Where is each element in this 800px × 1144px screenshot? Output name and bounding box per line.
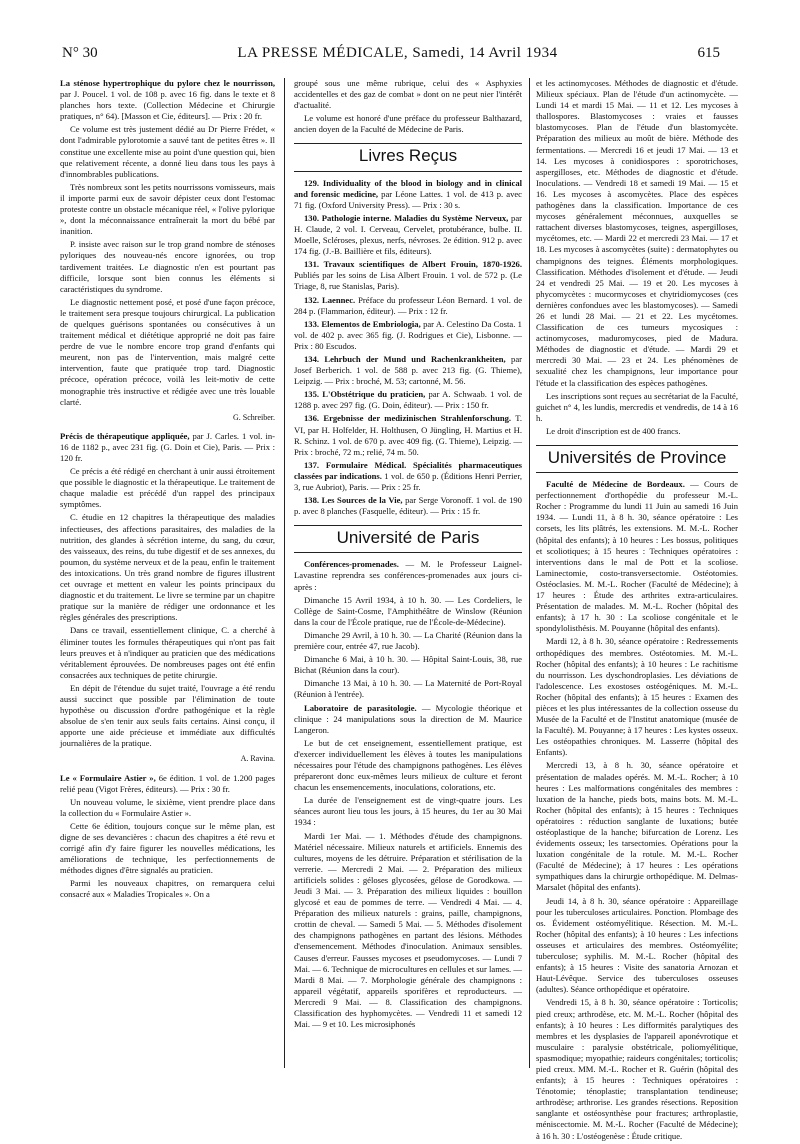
review-therapeutique: Précis de thérapeutique appliquée, par J. Carles. 1 vol. in-16 de 1182 p., avec 231 fig. (G. Doin et Cie), Paris. — Prix : 120 fr. [60, 430, 275, 463]
column-divider-1 [284, 78, 285, 1068]
list-item: 136. Ergebnisse der medizinischen Strahlenforschung. T. VI, par H. Holfelder, H. Holthusen, O Jüngling, H. Martius et H. R. Schinz. 1 vol. de 670 p. avec 409 fig. (G. Thieme), Leipzig. — Prix : broché, 72 m.; relié, 74 m. 50. [294, 413, 522, 457]
section-heading-province: Universités de Province [536, 445, 738, 473]
list-item: 131. Travaux scientifiques de Albert Frouin, 1870-1926. Publiés par les soins de Lisa Albert Frouin. 1 vol. de 572 p. (Le Triage, 8, rue Stanislas, Paris). [294, 259, 522, 292]
signature: A. Ravina. [240, 754, 275, 764]
column-2: groupé sous une même rubrique, celui des « Asphyxies accidentelles et des gaz de combat » dont on ne peut nier l'intérêt d'actualité. Le volume est honoré d'une préface du professeur Balthazard, ancien doyen de la Faculté de Médecine de Paris. Livres Reçus 129. Individuality of the blood in biology and in clinical and forensic medicine, par Léone Lattes. 1 vol. de 413 p. avec 71 fig. (Oxford University Press). — Prix : 30 s. 130. Pathologie interne. Maladies du Système Nerveux, par H. Claude, 2 vol. I. Cerveau, Cervelet, protubérance, bulbe. II. Moelle, Scléroses, plexus, nerfs, névroses. 2e édition. 912 p. avec 174 fig. (J.-B. Baillière et fils, éditeurs). 131. Travaux scientifiques de Albert Frouin, 1870-1926. Publiés par les soins de Lisa Albert Frouin. 1 vol. de 572 p. (Le Triage, 8, rue Stanislas, Paris). 132. Laennec. Préface du professeur Léon Bernard. 1 vol. de 284 p. (Flammarion, éditeur). — Prix : 12 fr. 133. Elementos de Embriologia, par A. Celestino Da Costa. 1 vol. de 402 p. avec 365 fig. (J. Rodrigues et Cie), Lisbonne. — Prix : 80 Escudos. 134. Lehrbuch der Mund und Rachenkrankheiten, par Josef Berberich. 1 vol. de 588 p. avec 213 fig. (G. Thieme), Leipzig. — Prix : broché, M. 53; cartonné, M. 56. 135. L'Obstétrique du praticien, par A. Schwaab. 1 vol. de 1288 p. avec 297 fig. (G. Doin, éditeur). — Prix : 150 fr. 136. Ergebnisse der medizinischen Strahlenforschung. T. VI, par H. Holfelder, H. Holthusen, O Jüngling, H. Martius et H. R. Schinz. 1 vol. de 670 p. avec 409 fig. (G. Thieme), Leipzig. — Prix : broché, 72 m.; relié, 74 m. 50. 137. Formulaire Médical. Spécialités pharmaceutiques classées par indications. 1 vol. de 650 p. (Éditions Henri Perrier, 3, rue Aubriot), Paris. — Prix : 25 fr. 138. Les Sources de la Vie, par Serge Voronoff. 1 vol. de 190 p. avec 8 planches (Fasquelle, éditeur). — Prix : 15 fr. Université de Paris Conférences-promenades. — M. le Professeur Laignel-Lavastine reprendra ses conférences-promenades aux jours ci-après : Dimanche 15 Avril 1934, à 10 h. 30. — Les Cordeliers, le Collège de Saint-Cosme, l'Amphithéâtre de Winslow (Réunion dans la cour de l'École pratique, rue de l'École-de-Médecine). Dimanche 29 Avril, à 10 h. 30. — La Charité (Réunion dans la première cour, entrée 47, rue Jacob). Dimanche 6 Mai, à 10 h. 30. — Hôpital Saint-Louis, 38, rue Bichat (Réunion dans la cour). Dimanche 13 Mai, à 10 h. 30. — La Maternité de Port-Royal (Réunion à l'entrée). Laboratoire de parasitologie. — Mycologie théorique et clinique : 24 manipulations sous la direction de M. Maurice Langeron. Le but de cet enseignement, essentiellement pratique, est d'exercer individuellement les élèves à toutes les manipulations nécessaires pour l'étude des champignons pathogènes. Les élèves prépareront donc eux-mêmes leurs milieux de culture et feront chacun les ensemencements, inoculations, colorations, etc. La durée de l'enseignement est de vingt-quatre jours. Les séances auront lieu tous les jours, à 15 heures, du 1er au 30 Mai 1934 : Mardi 1er Mai. — 1. Méthodes d'étude des champignons. Matériel nécessaire. Milieux naturels et artificiels. Ennemis des cultures, moyens de les détruire. Préparation et stérilisation de la verrerie. — Mercredi 2 Mai. — 2. Préparation des milieux artificiels solides : géloses glycosées, gélose de Gorodkowa. — Jeudi 3 Mai. — 3. Préparation des milieux liquides : bouillon glycosé et eau de pommes de terre. — Vendredi 4 Mai. — 4. Préparation des milieux naturels : grains, paille, champignons, crottin de cheval. — Samedi 5 Mai. — 5. Méthodes d'isolement des champignons pathogènes en partant des lésions. Méthodes d'ensemencement. Méthodes d'inoculation. Animaux sensibles. Causes d'erreur. Fausses mycoses et pseudomycoses. — Lundi 7 Mai. — 6. Technique de microcultures en cellules et sur lames. — Mardi 8 Mai. — 7. Morphologie générale des champignons : appareil végétatif, appareils sporifères et reproducteurs. — Mercredi 9 Mai. — 8. Classification des champignons. Classification des hyphomycètes. — Vendredi 11 et samedi 12 Mai. — 9 et 10. Les microsiphonés [294, 78, 523, 1030]
section-heading-livres: Livres Reçus [294, 143, 522, 171]
review-formulaire: Le « Formulaire Astier », 6e édition. 1 vol. de 1.200 pages relié peau (Vigot Frères, éditeurs). — Prix : 30 fr. [60, 772, 275, 794]
column-divider-2 [529, 78, 530, 1068]
column-1: La sténose hypertrophique du pylore chez le nourrisson, par J. Poucel. 1 vol. de 108 p. avec 16 fig. dans le texte et 8 planches hors texte. (Collection Médecine et Chirurgie pratiques, n° 64). [Masson et Cie, éditeurs]. — Prix : 20 fr. Ce volume est très justement dédié au Dr Pierre Frédet, « dont l'admirable pylorotomie a sauvé tant de petites êtres ». Il constitue une excellente mise au point d'une question qui, bien que relativement récente, a donné lieu dans tous les pays à d'innombrables publications. Très nombreux sont les petits nourrissons vomisseurs, mais il importe parmi eux de savoir dépister ceux dont l'estomac proteste contre un obstacle mécanique réel, « l'olive pylorique », dont la méconnaissance entraînerait la mort du bébé par inanition. P. insiste avec raison sur le trop grand nombre de sténoses pyloriques des nouveau-nés encore ignorées, ou trop tardivement traitées. Le diagnostic n'en est pourtant pas difficile, lorsque sont bien connus les éléments si caractéristiques du syndrome. Le diagnostic nettement posé, et posé d'une façon précoce, le traitement sera presque toujours chirurgical. La publication de quelques guérisons spontanées ou consécutives à un traitement médical et diététique approprié ne doit pas faire perdre de vue le nombre encore trop grand d'enfants qui meurent, non pas de l'intervention, mais malgré cette intervention, faute que pratiquée trop tard. Diagnostic précoce, opération précoce, voilà les leit-motiv de cette monographie très instructive et rédigée avec une très louable clarté. G. Schreiber. Précis de thérapeutique appliquée, par J. Carles. 1 vol. in-16 de 1182 p., avec 231 fig. (G. Doin et Cie), Paris. — Prix : 120 fr. Ce précis a été rédigé en cherchant à unir aussi étroitement que possible le diagnostic et la thérapeutique. Le traitement de chaque maladie est précédé d'un rappel des principaux symptômes. C. étudie en 12 chapitres la thérapeutique des maladies infectieuses, des affections parasitaires, des maladies de la nutrition, des glandes à sécrétion interne, du sang, du cœur, des vaisseaux, des reins, du tube digestif et de ses annexes, du poumon, du système nerveux et de la peau, enfin le traitement des intoxications. Un très grand nombre de figures illustrent cet ouvrage et mettent en valeur les points principaux du diagnostic et du traitement. Le livre se termine par un chapitre pratique sur la manière de rédiger une ordonnance et les règles générales des prescriptions. Dans ce travail, essentiellement clinique, C. a cherché à éliminer toutes les formules thérapeutiques qui n'ont pas fait leurs preuves et à n'indiquer au praticien que des médications véritablement éprouvées. De nombreuses pages ont été enfin consacrées aux techniques de petite chirurgie. En dépit de l'étendue du sujet traité, l'ouvrage a été rendu aussi succinct que possible par l'élimination de toute hypothèse ou discussion d'ordre pathogénique et la règle absolue de s'en tenir aux seuls faits certains. Ainsi conçu, il apporte une aide précieuse et immédiate aux difficultés journalières de la pratique. A. Ravina. Le « Formulaire Astier », 6e édition. 1 vol. de 1.200 pages relié peau (Vigot Frères, éditeurs). — Prix : 30 fr. Un nouveau volume, le sixième, vient prendre place dans la collection du « Formulaire Astier ». Cette 6e édition, toujours conçue sur le même plan, est digne de ses devancières : chacun des chapitres a été revu et corrigé afin d'y faire figurer les nouvelles médications, les améliorations de technique, les perfectionnements de méthodes dignes d'être signalés au praticien. Parmi les nouveaux chapitres, on remarquera celui consacré aux « Maladies Tropicales ». On a [60, 78, 275, 900]
section-heading-paris: Université de Paris [294, 525, 522, 553]
laboratoire-paragraph: Laboratoire de parasitologie. — Mycologie théorique et clinique : 24 manipulations sous la direction de M. Maurice Langeron. [294, 702, 522, 735]
list-item: 135. L'Obstétrique du praticien, par A. Schwaab. 1 vol. de 1288 p. avec 297 fig. (G. Doin, éditeur). — Prix : 150 fr. [294, 389, 523, 411]
list-item: 134. Lehrbuch der Mund und Rachenkrankheiten, par Josef Berberich. 1 vol. de 588 p. avec 213 fig. (G. Thieme), Leipzig. — Prix : broché, M. 53; cartonné, M. 56. [294, 353, 522, 387]
books-list [294, 178, 522, 518]
column-3: et les actinomycoses. Méthodes de diagnostic et d'étude. Milieux spéciaux. Plan de l'étude d'un actinomycète. — Lundi 14 et mardi 15 Mai. — 11 et 12. Les mycoses à thallospores. Blastomycoses : vraies et fausses blastomycoses. Plan de l'étude d'un blastomycète. Préparation des milieux au moût de bière. Méthode des fermentations. — Mercredi 16 et jeudi 17 Mai. — 13 et 14. Les mycoses à conidiospores : sporotrichoses, aspergilloses, etc. Méthodes de diagnostic et d'étude. Inoculations. — Vendredi 18 et samedi 19 Mai. — 15 et 16. Les mycoses à ascomycètes. Place des espèces pathogènes dans la classification. Importance de ces mycoses généralement méconnues, auxquelles se rattachent diverses blastomycoses, teignes, aspergilloses, mycétomes, etc. — Mardi 22 et mercredi 23 Mai. — 17 et 18. Les mycoses à ascomycètes (suite) : dermatophytes ou champignons des teignes. Éléments morphologiques. Classification. Méthodes d'isolement et d'étude. — Jeudi 24 et vendredi 25 Mai. — 19 et 20. Les mycoses à phycomycètes : mucormycoses et chytridiomycoses (ces dernières confondues avec les blastomycoses). — Samedi 26 et lundi 28 Mai. — 21 et 22. Les mycétomes. Classification de ces tumeurs mycosiques : actinomycoses, maduromycoses, pied de Madura. Méthodes de diagnostic et d'étude. — Mardi 29 et mercredi 30 Mai. — 23 et 24. Les phénomènes de sexualité chez les champignons, leur importance pour l'étude et la classification des espèces pathogènes. Les inscriptions sont reçues au secrétariat de la Faculté, guichet n° 4, les lundis, mercredis et vendredis, de 14 à 16 h. Le droit d'inscription est de 400 francs. Universités de Province Faculté de Médecine de Bordeaux. — Cours de perfectionnement d'orthopédie du professeur M.-L. Rocher : Programme du lundi 11 Juin au samedi 16 Juin 1934. — Lundi 11, à 8 h. 30, séance opératoire : Les corsets, les lits plâtrés, les extensions. M. M.-L. Rocher (hôpital des enfants); à 10 heures : Les bossus, politiques et scoliotiques; à 15 heures : Techniques opératoires : interventions dans le mal de Pott et la scoliose. Laminectomie, costo-transversectomie. Ostéotomies. Ostéoclasies. M. M.-L. Rocher (Faculté de Médecine); à 17 heures : Étude des arthrites extra-articulaires. Présentation de malades. M. M.-L. Rocher (hôpital des enfants); à 17 h. 30 : La scoliose congénitale et le spondylolisthésis. M. Pouyanne (hôpital des enfants). Mardi 12, à 8 h. 30, séance opératoire : Redressements orthopédiques des membres. Ostéotomies. M. M.-L. Rocher (hôpital des enfants); à 10 heures : Le rachitisme du nourrisson. Les dyschondroplasies. Les déviations de l'adolescence. Les exostoses ostéogéniques. M. M.-L. Rocher (hôpital des enfants); à 15 heures : Examen des pièces et les plus intéressantes de la collection osseuse du Musée de la Faculté et de l'Institut anatomique (musée de la Faculté). M. Pouyanne; à 17 heures : Les kystes osseux. Les ostéopathies chroniques. M. Lasserre (hôpital des Enfants). Mercredi 13, à 8 h. 30, séance opératoire et présentation de malades opérés. M. M.-L. Rocher; à 10 heures : Les malformations congénitales des membres : luxation de la hanche, pieds bots, mains bots. M. M.-L. Rocher (hôpital des enfants); à 15 heures : Techniques opératoires : réduction sanglante de luxations; butée ostéoplastique de la hanche; bifurcation de Lorenz. Les évidements osseux; les tarsectomies. Opérations pour la luxation congénitale de la rotule. M. M.-L. Rocher (Faculté de Médecine); à 17 heures : Les opérations sympathiques dans la chirurgie orthopédique. M. Delmas-Marsalet (hôpital des enfants). Jeudi 14, à 8 h. 30, séance opératoire : Appareillage pour les tuberculoses articulaires. Ponction. Plombage des os. Évidement ostéomyélitique. Résection. M. M.-L. Rocher (hôpital des enfants); à 10 heures : Les infections osseuses et articulaires des membres. Ostéomyélite; tuberculose; syphilis. M. M.-L. Rocher (hôpital des enfants); à 15 heures : Visite des sanatoria Arnozan et Haut-Lévêque. Service des tuberculoses osseuses (adultes). Séance orthopédique et opératoire. Vendredi 15, à 8 h. 30, séance opératoire : Torticolis; pied creux; arthrodèse, etc. M. M.-L. Rocher (hôpital des enfants); à 10 heures : Les difformités paralytiques des membres et les dysplasies de l'appareil aponévrotique et musculaire : paralysie obstétricale, poliomyélitique, spasmodique; myopathie; raideurs congénitales; torticolis; pied creux. MM. M.-L. Rocher et R. Guérin (hôpital des enfants); à 15 heures : Techniques opératoires : Ténotomie; ténoplastie; transplantation tendineuse; arthrodèse; arthrorise. Les grandes résections. Reposition sanglante et ostéosynthèse pour fractures; arthroplastie, méniscectomie. M. M.-L. Rocher (Faculté de Médecine); à 16 h. 30 : L'ostéogenèse : Étude critique. [536, 78, 738, 1141]
issue-number: N° 30 [62, 45, 98, 61]
page-header [62, 45, 720, 67]
conferences-paragraph: Conférences-promenades. — M. le Professeur Laignel-Lavastine reprendra ses conférences-promenades aux jours ci-après : [294, 559, 522, 592]
list-item: 130. Pathologie interne. Maladies du Système Nerveux, par H. Claude, 2 vol. I. Cerveau, Cervelet, protubérance, bulbe. II. Moelle, Scléroses, plexus, nerfs, névroses. 2e édition. 912 p. avec 174 fig. (J.-B. Baillière et fils, éditeurs). [294, 212, 522, 257]
review-pylore: La sténose hypertrophique du pylore chez le nourrisson, par J. Poucel. 1 vol. de 108 p. avec 16 fig. dans le texte et 8 planches hors texte. (Collection Médecine et Chirurgie pratiques, n° 64). [Masson et Cie, éditeurs]. — Prix : 20 fr. [60, 78, 275, 122]
signature: G. Schreiber. [233, 412, 275, 422]
list-item: 137. Formulaire Médical. Spécialités pharmaceutiques classées par indications. 1 vol. de 650 p. (Éditions Henri Perrier, 3, rue Aubriot), Paris. — Prix : 25 fr. [294, 459, 522, 492]
page-number: 615 [697, 45, 720, 61]
faculte-bordeaux-paragraph: Faculté de Médecine de Bordeaux. — Cours de perfectionnement d'orthopédie du professeur M.-L. Rocher : Programme du lundi 11 Juin au samedi 16 Juin 1934. — Lundi 11, à 8 h. 30, séance opératoire : Les corsets, les lits plâtrés, les extensions. M. M.-L. Rocher (hôpital des enfants); à 10 heures : Les bossus, politiques et scoliotiques; à 15 heures : Techniques opératoires : interventions dans le mal de Pott et la scoliose. Laminectomie, costo-transversectomie. Ostéotomies. Ostéoclasies. M. M.-L. Rocher (Faculté de Médecine); à 17 heures : Étude des arthrites extra-articulaires. Présentation de malades. M. M.-L. Rocher (hôpital des enfants); à 17 h. 30 : La scoliose congénitale et le spondylolisthésis. M. Pouyanne (hôpital des enfants). [536, 479, 738, 634]
list-item: 132. Laennec. Préface du professeur Léon Bernard. 1 vol. de 284 p. (Flammarion, éditeur). — Prix : 12 fr. [294, 294, 523, 316]
list-item: 138. Les Sources de la Vie, par Serge Voronoff. 1 vol. de 190 p. avec 8 planches (Fasquelle, éditeur). — Prix : 15 fr. [294, 495, 522, 517]
list-item: 133. Elementos de Embriologia, par A. Celestino Da Costa. 1 vol. de 402 p. avec 365 fig. (J. Rodrigues et Cie), Lisbonne. — Prix : 80 Escudos. [294, 318, 522, 351]
publication-title: LA PRESSE MÉDICALE, Samedi, 14 Avril 1934 [237, 45, 558, 61]
list-item: 129. Individuality of the blood in biology and in clinical and forensic medicine, par Léone Lattes. 1 vol. de 413 p. avec 71 fig. (Oxford University Press). — Prix : 30 s. [294, 177, 522, 210]
